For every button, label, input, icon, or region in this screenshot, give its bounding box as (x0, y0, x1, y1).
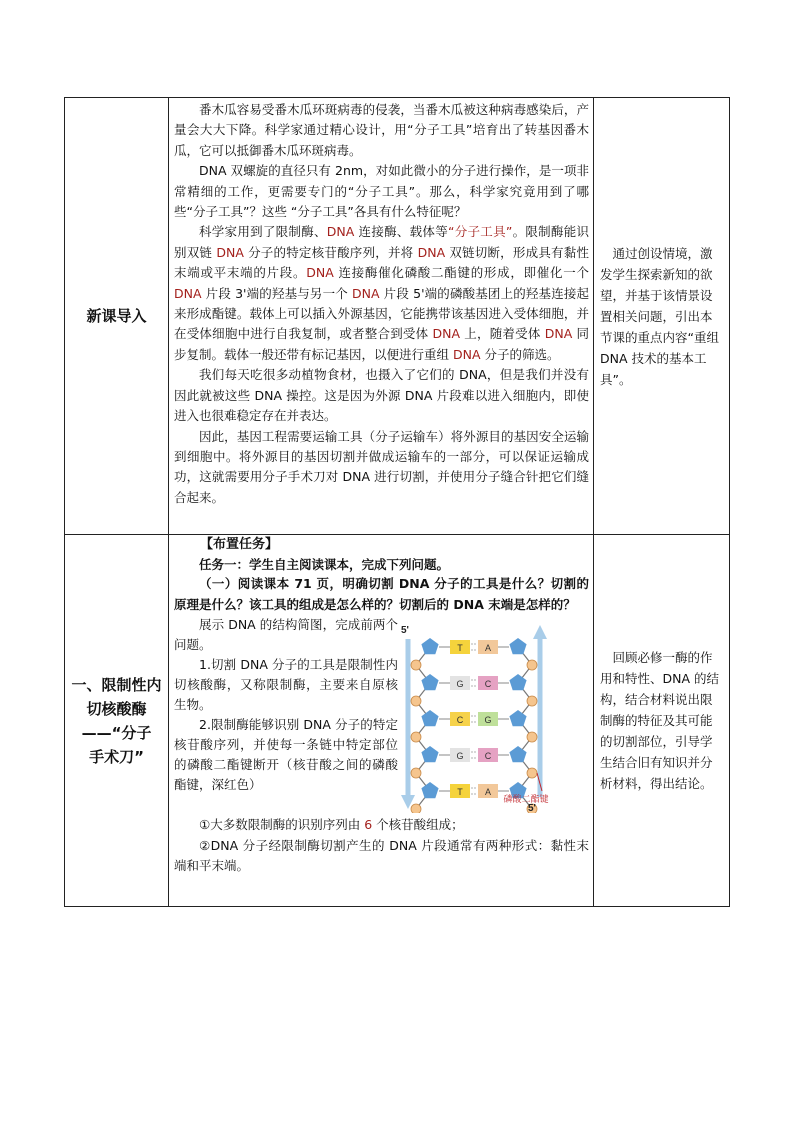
deoxyribose-sugar (421, 710, 438, 726)
task-heading: 【布置任务】 (200, 537, 279, 552)
text-run: 片段 3'端的羟基与另一个 (201, 285, 353, 301)
label-line: 手术刀” (89, 747, 144, 766)
highlight-term: DNA (216, 244, 244, 260)
phosphate-group (411, 696, 421, 706)
text-run: 番木瓜容易受番木瓜环斑病毒的侵袭，当番木瓜被这种病毒感染后，产量会大大下降。科学家通过精心设计，用“分子工具”培育出了转基因番木瓜，它可以抵御番木瓜环斑病毒。 (174, 102, 589, 158)
text-run: DNA 双螺旋的直径只有 2nm，对如此微小的分子进行操作，是一项非常精细的工作，更需要专门的“分子工具”。那么，科学家究竟用到了哪些“分子工具”？这些 “分子工具”各具有什么特征呢？ (174, 163, 589, 220)
text-run: 我们每天吃很多动植物食材，也摄入了它们的 DNA，但是我们并没有因此就被这些 DNA 操控。这是因为外源 DNA 片段难以进入细胞内，即使进入也很难稳定存在并表达。 (174, 367, 589, 424)
strand-end-label: 5' (528, 803, 536, 814)
text-run: 同步复制。载体一般还带有标记基因，以便进行重组 (174, 326, 589, 362)
task-content (169, 535, 594, 907)
figure-side-text (174, 615, 398, 795)
intro-paragraph (174, 100, 589, 161)
phosphate-group (411, 660, 421, 670)
base-label: C (456, 715, 464, 726)
phosphate-group (411, 804, 421, 813)
phosphate-group (527, 660, 537, 670)
text-run: 分子的筛选。 (480, 346, 560, 362)
highlight-term: DNA (544, 326, 573, 342)
point-1 (174, 815, 589, 835)
answer-2: 2.限制酶能够识别 DNA 分子的特定核苷酸序列，并使每一条链中特定部位的磷酸二酯键断开（核苷酸之间的磷酸酯键，深红色） (174, 717, 398, 793)
lesson-plan-table (64, 97, 730, 907)
text-run: 双链切断，形成具有黏性末端或平末端的片段。 (174, 244, 589, 281)
note-text: 回顾必修一酶的作用和特性、DNA 的结构，结合材料说出限制酶的特征及其可能的切割部位，引导学生结合旧有知识并分析材料，得出结论。 (600, 650, 720, 791)
point-2: ②DNA 分子经限制酶切割产生的 DNA 片段通常有两种形式：黏性末端和平末端。 (174, 837, 589, 874)
figure-intro: 展示 DNA 的结构简图，完成前两个问题。 (174, 617, 398, 653)
section-label-restriction-enzyme (65, 535, 169, 907)
deoxyribose-sugar (421, 638, 438, 654)
highlight-term: DNA (326, 224, 355, 240)
label-line: 一、限制性内 (71, 675, 162, 694)
text-run: 片段 5'端的磷酸基团上的羟基连接起来形成酯键。载体上可以插入外源基因，它能携带该基因进入受体细胞，并在受体细胞中进行自我复制，或者整合到受体 (174, 285, 590, 342)
base-label: C (484, 751, 492, 762)
phosphate-group (411, 732, 421, 742)
label-line: ——“分子 (81, 723, 152, 742)
text-run: 科学家用到了限制酶、 (199, 224, 327, 240)
figure-block (174, 615, 589, 815)
section-label-intro: 新课导入 (65, 98, 169, 535)
text-run: 连接酶催化磷酸二酯键的形成，即催化一个 (333, 265, 589, 281)
point-1-number: 6 (364, 817, 373, 833)
base-label: C (484, 679, 492, 690)
base-label: A (484, 787, 492, 798)
note-text: 通过创设情境，激发学生探索新知的欲望，并基于该情景设置相关问题，引出本节课的重点内容“重组 DNA 技术的基本工具”。 (600, 245, 719, 387)
dna-structure-diagram (400, 621, 572, 813)
text-run: 因此，基因工程需要运输工具（分子运输车）将外源目的基因安全运输到细胞中。将外源目的基因切割并做成运输车的一部分，可以保证运输成功，这就需要用分子手术刀对 DNA 进行切割，并使用分子缝合针把它们缝合起来。 (174, 428, 589, 505)
text-run: 连接酶、载体等 (354, 224, 448, 240)
highlight-term: DNA (452, 346, 481, 362)
intro-paragraphs (174, 100, 589, 508)
phosphodiester-bond-label: 磷酸二酯键 (503, 795, 549, 806)
text-run: 上，随着受体 (460, 326, 545, 342)
text-run: 。限制酶能识别双链 (174, 224, 589, 260)
base-label: G (484, 715, 492, 726)
base-label: G (456, 679, 464, 690)
intro-paragraph (174, 161, 589, 222)
task-question: （一）阅读课本 71 页，明确切割 DNA 分子的工具是什么？切割的原理是什么？该工具的组成是怎么样的？切割后的 DNA 末端是怎样的？ (174, 576, 589, 612)
point-1-post: 个核苷酸组成； (372, 817, 464, 833)
deoxyribose-sugar (509, 638, 526, 654)
base-label: G (456, 751, 464, 762)
base-label: T (457, 787, 463, 798)
highlight-term: DNA (417, 244, 446, 260)
highlight-term: DNA (174, 285, 202, 301)
base-label: A (484, 643, 492, 654)
point-1-pre: ①大多数限制酶的识别序列由 (199, 817, 365, 833)
arrow-head-up (533, 625, 547, 639)
design-note-intro (594, 98, 730, 535)
label-line: 切核酸酶 (86, 699, 147, 718)
phosphate-group (527, 732, 537, 742)
deoxyribose-sugar (421, 782, 438, 798)
intro-paragraph (174, 365, 589, 426)
answer-1: 1.切割 DNA 分子的工具是限制性内切核酸酶，又称限制酶，主要来自原核生物。 (174, 657, 398, 713)
design-note-restriction (594, 535, 730, 907)
task-title: 任务一：学生自主阅读课本，完成下列问题。 (199, 557, 450, 573)
strand-end-label: 5' (401, 625, 409, 637)
highlight-term: DNA (352, 285, 380, 301)
deoxyribose-sugar (509, 746, 526, 762)
highlight-term: “分子工具” (447, 224, 513, 240)
deoxyribose-sugar (421, 674, 438, 690)
deoxyribose-sugar (509, 710, 526, 726)
base-label: T (457, 643, 463, 654)
table-row (65, 98, 730, 535)
intro-paragraph (174, 427, 589, 509)
text-run: 分子的特定核苷酸序列，并将 (243, 244, 418, 260)
highlight-term: DNA (306, 265, 334, 281)
phosphate-group (527, 768, 537, 778)
highlight-term: DNA (432, 326, 461, 342)
intro-content (169, 98, 594, 535)
intro-paragraph (174, 222, 589, 365)
deoxyribose-sugar (509, 674, 526, 690)
deoxyribose-sugar (421, 746, 438, 762)
phosphate-group (527, 696, 537, 706)
phosphate-group (411, 768, 421, 778)
table-row (65, 535, 730, 907)
